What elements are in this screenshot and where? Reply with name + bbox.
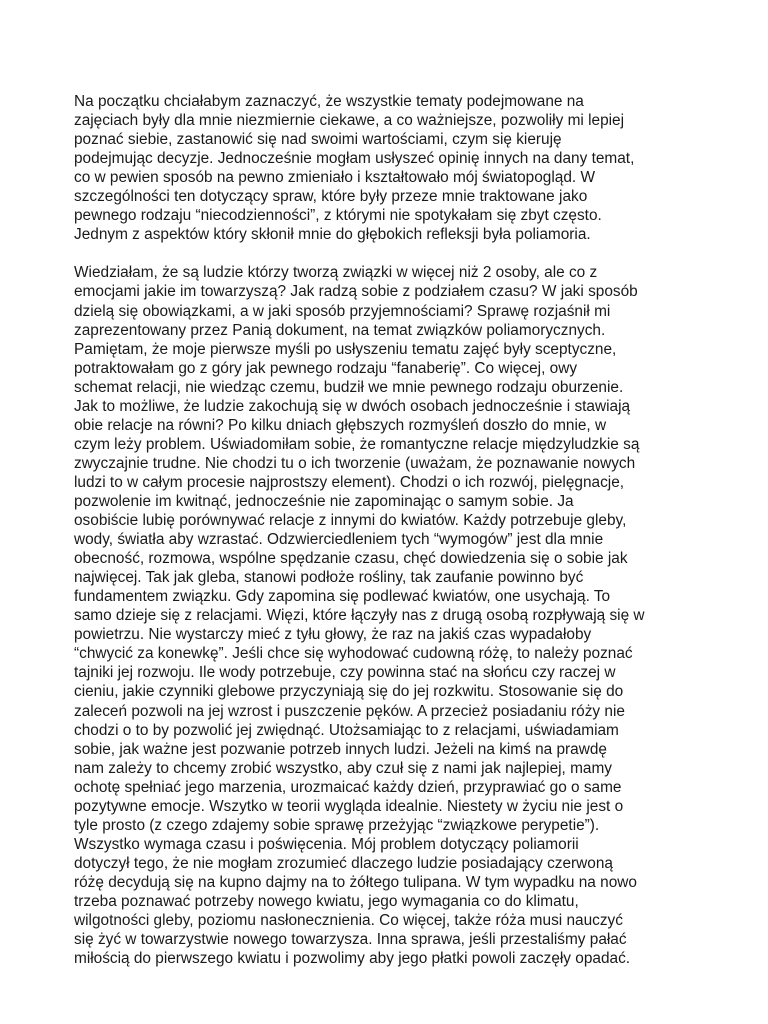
text-line: zaprezentowany przez Panią dokument, na temat związków poliamorycznych. — [74, 321, 606, 339]
text-line: ludzi to w całym procesie najprostszy element). Chodzi o ich rozwój, pielęgnacje, — [74, 473, 625, 491]
text-line: nam zależy to chcemy zrobić wszystko, aby czuł się z nami jak najlepiej, mamy — [74, 759, 613, 777]
text-line: Wiedziałam, że są ludzie którzy tworzą związki w więcej niż 2 osoby, ale co z — [74, 264, 598, 282]
text-line: “chwycić za konewkę”. Jeśli chce się wyhodować cudowną różę, to należy poznać — [74, 645, 633, 663]
text-line: dotyczył tego, że nie mogłam zrozumieć dlaczego ludzie posiadający czerwoną — [74, 854, 613, 872]
text-line: Na początku chciałabym zaznaczyć, że wszystkie tematy podejmowane na — [74, 93, 584, 110]
text-line: schemat relacji, nie wiedząc czemu, budził we mnie pewnego rodzaju oburzenie. — [74, 378, 624, 396]
text-line: chodzi o to by pozwolić jej zwiędnąć. Utożsamiając to z relacjami, uświadamiam — [74, 721, 619, 739]
text-line: emocjami jakie im towarzyszą? Jak radzą sobie z podziałem czasu? W jaki sposób — [74, 283, 638, 301]
text-line: poznać siebie, zastanowić się nad swoimi wartościami, czym się kieruję — [74, 131, 562, 149]
text-line: pozwolenie im kwitnąć, jednocześnie nie zapominając o samym sobie. Ja — [74, 492, 574, 510]
paragraph-2 — [74, 263, 714, 968]
text-line: najwięcej. Tak jak gleba, stanowi podłoże rośliny, tak zaufanie powinno być — [74, 569, 584, 587]
text-line: szczególności ten dotyczący spraw, które były przeze mnie traktowane jako — [74, 188, 588, 206]
text-line: Jednym z aspektów który skłonił mnie do głębokich refleksji była poliamoria. — [74, 226, 591, 244]
text-line: powietrzu. Nie wystarczy mieć z tyłu głowy, że raz na jakiś czas wypadałoby — [74, 626, 592, 644]
text-line: potraktowałam go z góry jak pewnego rodzaju “fanaberię”. Co więcej, owy — [74, 359, 578, 377]
text-line: zaleceń pozwoli na jej wzrost i puszczenie pęków. A przecież posiadaniu róży nie — [74, 702, 625, 720]
text-line: ochotę spełniać jego marzenia, urozmaicać każdy dzień, przyprawiać go o same — [74, 778, 622, 796]
text-line: czym leży problem. Uświadomiłam sobie, że romantyczne relacje międzyludzkie są — [74, 435, 640, 453]
text-line: trzeba poznawać potrzeby nowego kwiatu, jego wymagania co do klimatu, — [74, 892, 579, 910]
paragraph-1 — [74, 92, 714, 244]
text-line: różę decydują się na kupno dajmy na to żółtego tulipana. W tym wypadku na nowo — [74, 873, 637, 891]
text-line: pewnego rodzaju “niecodzienności”, z którymi nie spotykałam się zbyt często. — [74, 207, 602, 225]
text-line: podejmując decyzje. Jednocześnie mogłam usłyszeć opinię innych na dany temat, — [74, 150, 635, 168]
text-line: osobiście lubię porównywać relacje z innymi do kwiatów. Każdy potrzebuje gleby, — [74, 512, 627, 530]
paragraph-spacer — [74, 244, 714, 263]
text-line: Jak to możliwe, że ludzie zakochują się w dwóch osobach jednocześnie i stawiają — [74, 397, 631, 415]
text-line: tajniki jej rozwoju. Ile wody potrzebuje, czy powinna stać na słońcu czy raczej w — [74, 664, 616, 682]
text-line: obie relacje na równi? Po kilku dniach głębszych rozmyśleń doszło do mnie, w — [74, 416, 607, 434]
text-line: wody, światła aby wzrastać. Odzwierciedleniem tych “wymogów” jest dla mnie — [74, 531, 604, 549]
text-line: obecność, rozmowa, wspólne spędzanie czasu, chęć dowiedzenia się o sobie jak — [74, 550, 628, 568]
text-line: sobie, jak ważne jest pozwanie potrzeb innych ludzi. Jeżeli na kimś na prawdę — [74, 740, 607, 758]
text-line: zajęciach były dla mnie niezmiernie ciekawe, a co ważniejsze, pozwoliły mi lepiej — [74, 112, 625, 130]
text-line: fundamentem związku. Gdy zapomina się podlewać kwiatów, one usychają. To — [74, 588, 611, 606]
text-line: Wszystko wymaga czasu i poświęcenia. Mój problem dotyczący poliamorii — [74, 835, 579, 853]
text-line: co w pewien sposób na pewno zmieniało i kształtowało mój światopogląd. W — [74, 169, 595, 187]
text-line: pozytywne emocje. Wszytko w teorii wygląda idealnie. Niestety w życiu nie jest o — [74, 797, 624, 815]
text-line: zwyczajnie trudne. Nie chodzi tu o ich tworzenie (uważam, że poznawanie nowych — [74, 454, 636, 472]
text-line: Pamiętam, że moje pierwsze myśli po usłyszeniu tematu zajęć były sceptyczne, — [74, 340, 617, 358]
document-body — [74, 92, 714, 968]
text-line: cieniu, jakie czynniki glebowe przyczyniają się do jej rozkwitu. Stosowanie się do — [74, 683, 624, 701]
text-line: tyle prosto (z czego zdajemy sobie sprawę przeżyjąc “związkowe perypetie”). — [74, 816, 600, 834]
text-line: samo dzieje się z relacjami. Więzi, które łączyły nas z drugą osobą rozpływają się w — [74, 607, 645, 625]
text-line: wilgotności gleby, poziomu nasłonecznienia. Co więcej, także róża musi nauczyć — [74, 912, 623, 930]
text-line: dzielą się obowiązkami, a w jaki sposób przyjemnościami? Sprawę rozjaśnił mi — [74, 302, 611, 320]
text-line: miłością do pierwszego kwiatu i pozwolimy aby jego płatki powoli zaczęły opadać. — [74, 950, 631, 968]
text-line: się żyć w towarzystwie nowego towarzysza. Inna sprawa, jeśli przestaliśmy pałać — [74, 931, 627, 949]
